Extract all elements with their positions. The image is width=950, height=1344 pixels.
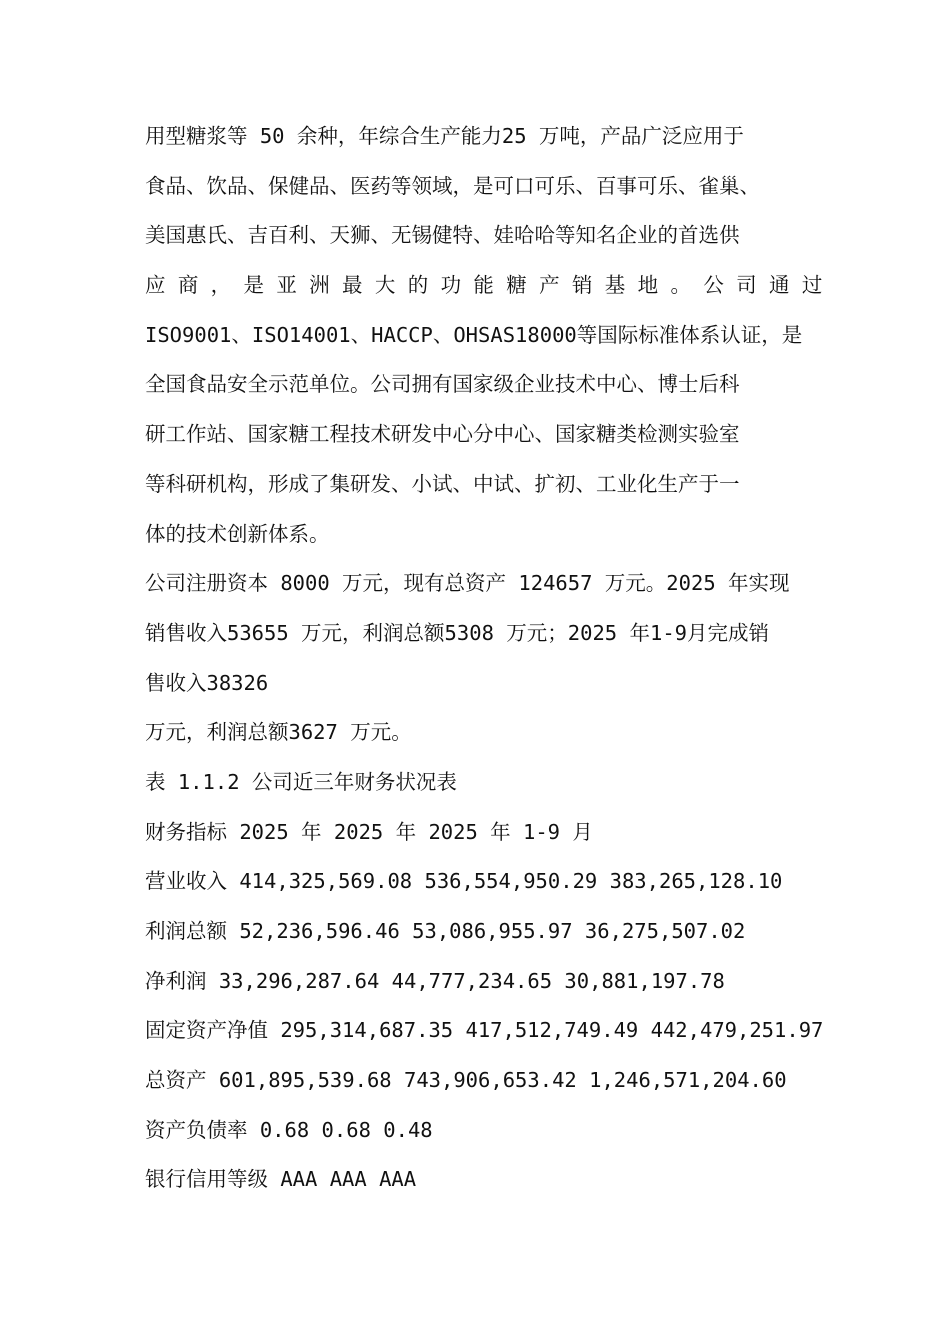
document-page xyxy=(145,112,835,1205)
table-header-row: 财务指标 2025 年 2025 年 2025 年 1-9 月 xyxy=(145,819,593,844)
table-row: 利润总额 52,236,596.46 53,086,955.97 36,275,507.02 xyxy=(145,919,746,943)
text-line: ISO9001、ISO14001、HACCP、OHSAS18000等国际标准体系认证，是 xyxy=(145,322,803,347)
table-row: 银行信用等级 AAA AAA AAA xyxy=(145,1167,417,1192)
text-line: 应 商 ， 是 亚 洲 最 大 的 功 能 糖 产 销 基 地 。 公 司 通 过 xyxy=(145,273,823,298)
financial-table xyxy=(145,808,835,1206)
table-row: 营业收入 414,325,569.08 536,554,950.29 383,265,128.10 xyxy=(145,869,783,894)
table-row: 净利润 33,296,287.64 44,777,234.65 30,881,197.78 xyxy=(145,968,725,993)
text-line: 等科研机构，形成了集研发、小试、中试、扩初、工业化生产于一 xyxy=(145,471,740,496)
text-line: 体的技术创新体系。 xyxy=(145,521,330,546)
text-line: 用型糖浆等 50 余种，年综合生产能力25 万吨，产品广泛应用于 xyxy=(145,124,744,148)
text-line: 销售收入53655 万元，利润总额5308 万元；2025 年1-9月完成销 xyxy=(145,620,769,645)
financial-summary-paragraph xyxy=(145,559,835,758)
text-line: 公司注册资本 8000 万元，现有总资产 124657 万元。2025 年实现 xyxy=(145,571,790,596)
table-row: 固定资产净值 295,314,687.35 417,512,749.49 442,479,251.97 xyxy=(145,1018,824,1043)
company-overview-paragraph xyxy=(145,112,835,559)
text-line: 售收入38326 xyxy=(145,670,269,695)
table-row: 资产负债率 0.68 0.68 0.48 xyxy=(145,1117,433,1142)
table-row: 总资产 601,895,539.68 743,906,653.42 1,246,571,204.60 xyxy=(145,1068,787,1093)
text-line: 全国食品安全示范单位。公司拥有国家级企业技术中心、博士后科 xyxy=(145,372,740,397)
text-line: 研工作站、国家糖工程技术研发中心分中心、国家糖类检测实验室 xyxy=(145,422,740,447)
text-line: 美国惠氏、吉百利、天狮、无锡健特、娃哈哈等知名企业的首选供 xyxy=(145,223,740,248)
table-caption: 表 1.1.2 公司近三年财务状况表 xyxy=(145,769,457,794)
text-line: 万元，利润总额3627 万元。 xyxy=(145,720,412,745)
text-line: 食品、饮品、保健品、医药等领域，是可口可乐、百事可乐、雀巢、 xyxy=(145,173,760,198)
